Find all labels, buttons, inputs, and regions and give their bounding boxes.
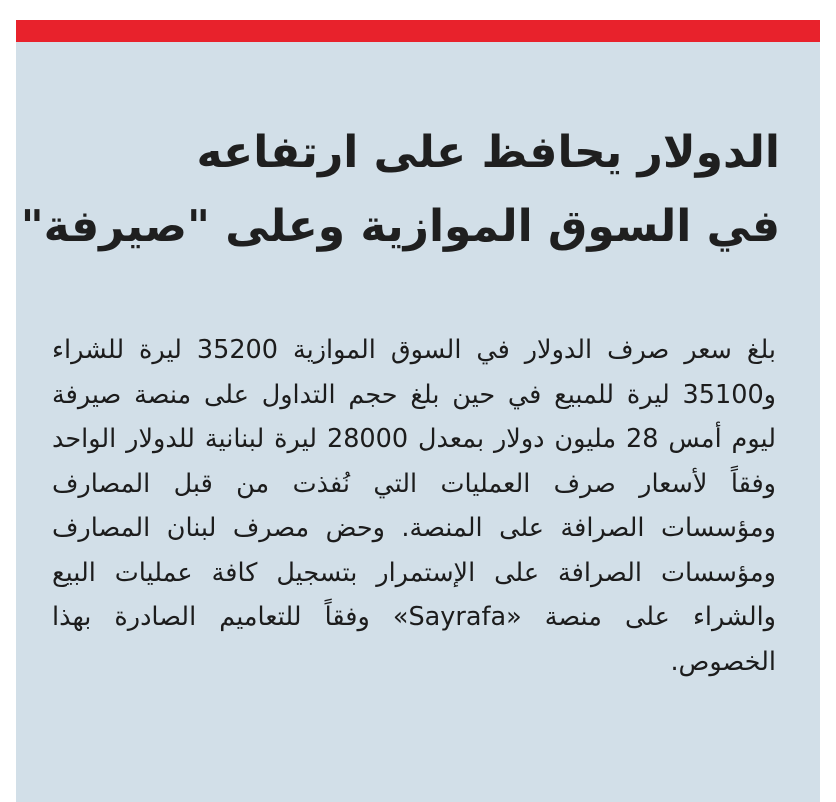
headline-line-1: الدولار يحافظ على ارتفاعه [196, 127, 780, 178]
red-accent-bar [16, 20, 820, 42]
article-body: بلغ سعر صرف الدولار في السوق الموازية 35200 ليرة للشراء و35100 ليرة للمبيع في حين بلغ حجم التداول على منصة صيرفة ليوم أمس 28 مليون دولار بمعدل 28000 ليرة لبنانية للدولار الواحد وفقاً لأسعار صرف العمليات التي نُفذت من قبل المصارف ومؤسسات الصرافة على المنصة. وحض مصرف لبنان المصارف ومؤسسات الصرافة على الإستمرار بتسجيل كافة عمليات البيع والشراء على منصة «Sayrafa» وفقاً للتعاميم الصادرة بهذا الخصوص. [52, 335, 777, 677]
headline-line-2: في السوق الموازية وعلى "صيرفة" [20, 201, 780, 252]
headline [20, 116, 780, 264]
article-panel [16, 20, 820, 802]
